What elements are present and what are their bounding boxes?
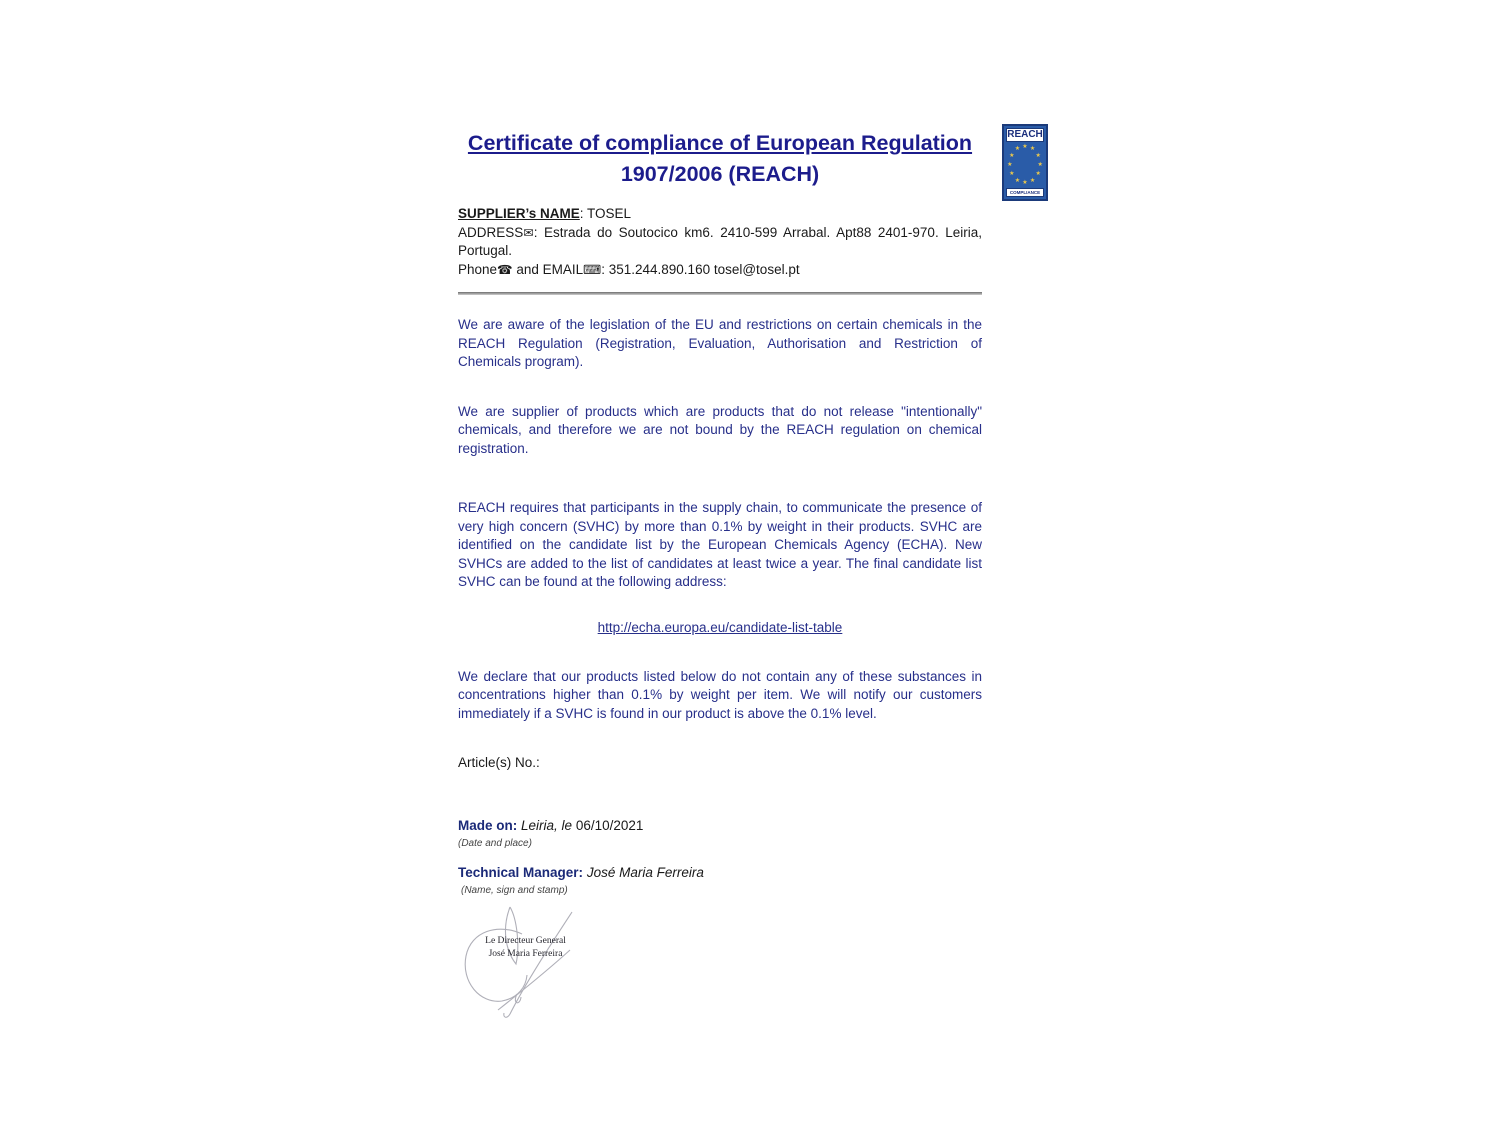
eu-star: ★ (1037, 161, 1043, 168)
supplier-name-label: SUPPLIER’s NAME (458, 206, 580, 221)
eu-star: ★ (1029, 176, 1036, 184)
made-on-line (458, 817, 982, 835)
date-place-note: (Date and place) (458, 838, 532, 849)
paragraph-declaration: We declare that our products listed below do not contain any of these substances in concentrations higher than 0.1% by weight per item. We will notify our customers immediately if a SVHC is found in our product is above the 0.1% level. (458, 668, 982, 721)
supplier-address-line (458, 224, 982, 261)
eu-star: ★ (1014, 176, 1021, 184)
eu-star: ★ (1022, 142, 1028, 150)
signature-title: Le Directeur General (485, 936, 566, 946)
contact-separator: : (601, 261, 609, 277)
title-line-2: 1907/2006 (REACH) (620, 162, 820, 186)
email-label: and EMAIL (512, 261, 584, 277)
supplier-name-line (458, 205, 982, 224)
signature-scribble-icon (460, 904, 585, 1019)
eu-star: ★ (1035, 170, 1041, 178)
signature-block (460, 904, 585, 1019)
technical-manager-name: José Maria Ferreira (586, 865, 704, 880)
paragraph-awareness: We are aware of the legislation of the EU and restrictions on certain chemicals in the REACH Regulation (Registration, Evaluation, Authorisation and Restriction of Chemicals program). (458, 317, 982, 369)
technical-manager-line (458, 864, 982, 882)
eu-star: ★ (1014, 145, 1021, 153)
envelope-icon: ✉ (523, 224, 534, 240)
name-sign-stamp-note: (Name, sign and stamp) (461, 885, 568, 896)
made-on-place: Leiria, le (521, 818, 573, 833)
candidate-list-link[interactable]: http://echa.europa.eu/candidate-list-table (597, 619, 843, 635)
supplier-name-separator: : (579, 206, 588, 221)
address-label: ADDRESS (458, 224, 524, 240)
paragraph-supplier-statement: We are supplier of products which are products that do not release "intentionally" chemicals, and therefore we are not bound by the REACH regulation on chemical registration. (458, 403, 982, 456)
eu-star: ★ (1029, 145, 1036, 153)
candidate-list-link-line (458, 619, 982, 637)
eu-star: ★ (1007, 161, 1013, 168)
eu-stars-icon (1006, 142, 1044, 188)
made-on-label: Made on: (458, 818, 518, 833)
supplier-info (458, 205, 982, 279)
eu-star: ★ (1009, 170, 1015, 178)
made-on-date: 06/10/2021 (575, 818, 644, 833)
eu-star: ★ (1035, 151, 1041, 159)
signature-name: José Maria Ferreira (488, 949, 563, 959)
computer-icon: ⌨ (583, 261, 602, 277)
signature-stamp-text (478, 935, 573, 961)
article-number-label: Article(s) No.: (458, 755, 540, 770)
title-line-1: Certificate of compliance of European Regulation (467, 131, 973, 155)
reach-compliance-logo (1002, 124, 1048, 201)
phone-icon: ☎ (497, 261, 513, 277)
supplier-name-value: TOSEL (587, 206, 632, 221)
technical-manager-label: Technical Manager: (458, 865, 584, 880)
supplier-contact-line (458, 261, 982, 280)
address-separator: : (533, 224, 545, 240)
horizontal-rule (458, 292, 982, 295)
eu-star: ★ (1022, 179, 1028, 187)
phone-label: Phone (458, 261, 498, 277)
reach-logo-compliance-label: COMPLIANCE (1006, 188, 1044, 197)
contact-value: 351.244.890.160 tosel@tosel.pt (608, 261, 800, 277)
eu-star: ★ (1009, 151, 1015, 159)
address-value: Estrada do Soutocico km6. 2410-599 Arrabal. Apt88 2401-970. Leiria, Portugal. (458, 224, 982, 258)
document-content (458, 128, 982, 1019)
paragraph-reach-requirements: REACH requires that participants in the supply chain, to communicate the presence of very high concern (SVHC) by more than 0.1% by weight in their products. SVHC are identified on the candidate list by the European Chemicals Agency (ECHA). New SVHCs are added to the list of candidates at least twice a year. The final candidate list SVHC can be found at the following address: (458, 500, 982, 589)
document-title (458, 128, 982, 190)
reach-logo-title: REACH (1007, 129, 1043, 140)
